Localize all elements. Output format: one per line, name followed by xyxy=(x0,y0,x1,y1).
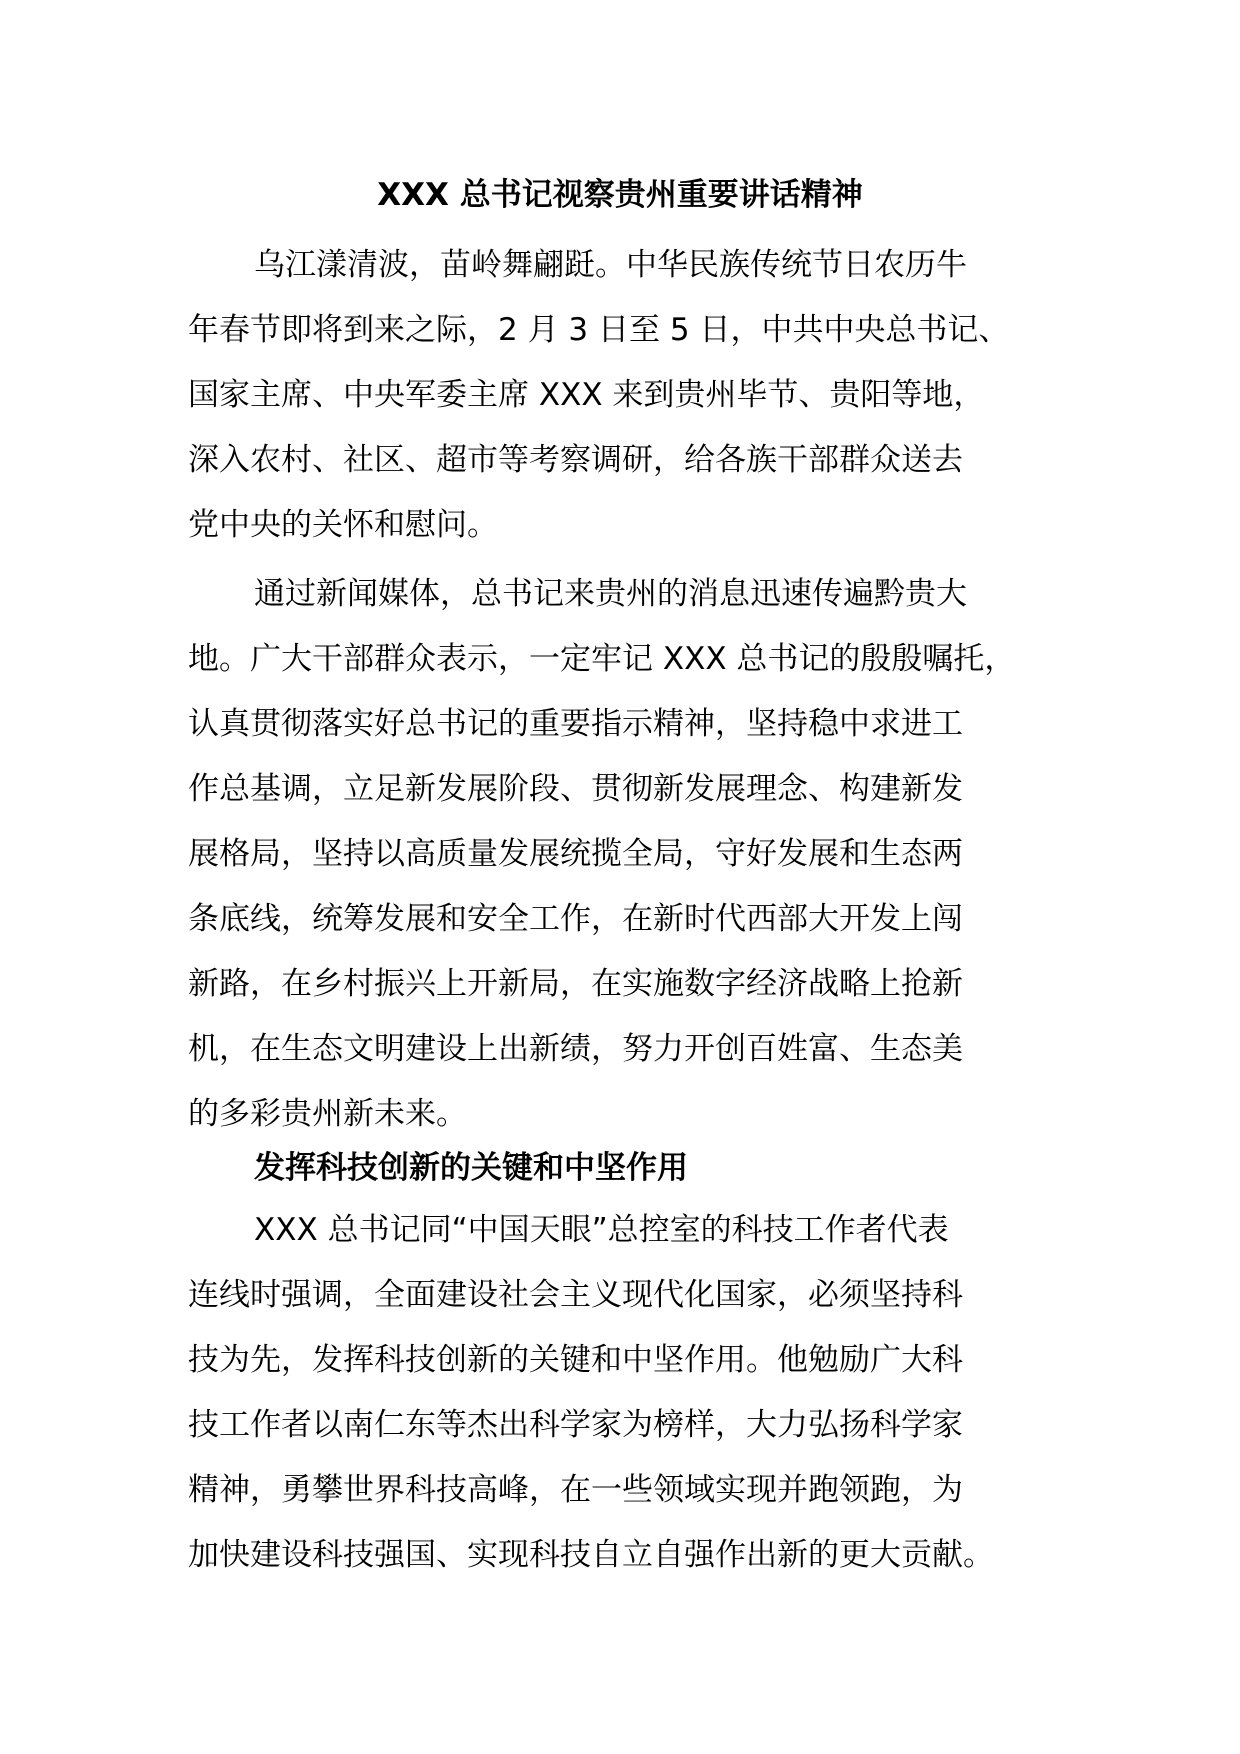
paragraph-line: 深入农村、社区、超市等考察调研，给各族干部群众送去 xyxy=(188,442,963,478)
paragraph-line: 技工作者以南仁东等杰出科学家为榜样，大力弘扬科学家 xyxy=(188,1407,963,1443)
document-title: XXX 总书记视察贵州重要讲话精神 xyxy=(377,177,863,213)
paragraph-line: 技为先，发挥科技创新的关键和中坚作用。他勉励广大科 xyxy=(188,1342,963,1378)
paragraph-line: 机，在生态文明建设上出新绩，努力开创百姓富、生态美 xyxy=(188,1031,963,1067)
paragraph-line: 条底线，统筹发展和安全工作，在新时代西部大开发上闯 xyxy=(188,901,963,937)
paragraph-line: 加快建设科技强国、实现科技自立自强作出新的更大贡献。 xyxy=(188,1537,994,1573)
paragraph-tech xyxy=(188,1198,1068,1588)
paragraph-line: 认真贯彻落实好总书记的重要指示精神，坚持稳中求进工 xyxy=(188,706,963,742)
section-heading: 发挥科技创新的关键和中坚作用 xyxy=(254,1150,688,1186)
paragraph-line: 的多彩贵州新未来。 xyxy=(188,1096,467,1132)
paragraph-line: 连线时强调，全面建设社会主义现代化国家，必须坚持科 xyxy=(188,1277,963,1313)
paragraph-line: 精神，勇攀世界科技高峰，在一些领域实现并跑领跑，为 xyxy=(188,1472,963,1508)
paragraph-line: 通过新闻媒体，总书记来贵州的消息迅速传遍黔贵大 xyxy=(254,576,967,612)
paragraph-line: 国家主席、中央军委主席 XXX 来到贵州毕节、贵阳等地， xyxy=(188,377,985,413)
paragraph-line: 乌江漾清波，苗岭舞翩跹。中华民族传统节日农历牛 xyxy=(254,247,967,283)
paragraph-line: 地。广大干部群众表示，一定牢记 XXX 总书记的殷殷嘱托， xyxy=(188,641,1016,677)
paragraph-line: XXX 总书记同“中国天眼”总控室的科技工作者代表 xyxy=(254,1212,949,1248)
paragraph-response xyxy=(188,562,1068,1147)
paragraph-line: 作总基调，立足新发展阶段、贯彻新发展理念、构建新发 xyxy=(188,771,963,807)
paragraph-line: 党中央的关怀和慰问。 xyxy=(188,507,498,543)
paragraph-line: 年春节即将到来之际，2 月 3 日至 5 日，中共中央总书记、 xyxy=(188,312,1010,348)
paragraph-intro xyxy=(188,233,1068,558)
paragraph-line: 展格局，坚持以高质量发展统揽全局，守好发展和生态两 xyxy=(188,836,963,872)
paragraph-line: 新路，在乡村振兴上开新局，在实施数字经济战略上抢新 xyxy=(188,966,963,1002)
